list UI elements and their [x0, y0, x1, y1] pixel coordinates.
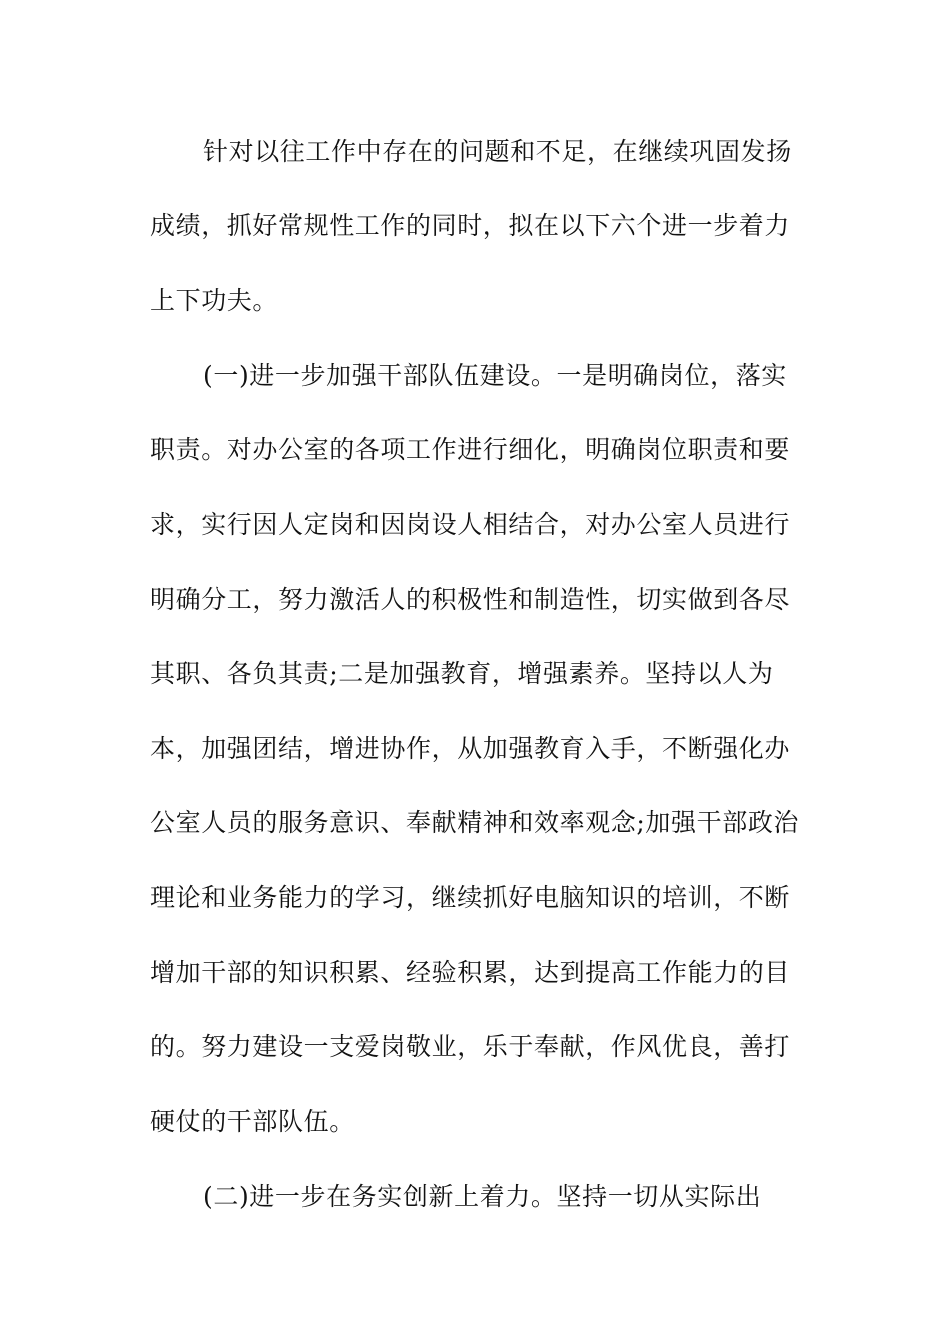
paragraph-2-line-7: 公室人员的服务意识、奉献精神和效率观念;加强干部政治 [150, 808, 800, 837]
paragraph-1-line-3: 上下功夫。 [150, 286, 279, 315]
paragraph-1-line-2: 成绩，抓好常规性工作的同时，拟在以下六个进一步着力 [150, 211, 791, 240]
paragraph-2-line-8: 理论和业务能力的学习，继续抓好电脑知识的培训，不断 [150, 883, 791, 912]
paragraph-1-line-1: 针对以往工作中存在的问题和不足，在继续巩固发扬 [203, 137, 792, 166]
paragraph-2-line-10: 的。努力建设一支爱岗敬业，乐于奉献，作风优良，善打 [150, 1032, 791, 1061]
paragraph-2-line-9: 增加干部的知识积累、经验积累，达到提高工作能力的目 [150, 958, 791, 987]
paragraph-2-line-1: (一)进一步加强干部队伍建设。一是明确岗位，落实 [203, 361, 787, 390]
paragraph-2-line-11: 硬仗的干部队伍。 [150, 1107, 355, 1136]
paragraph-2-line-6: 本，加强团结，增进协作，从加强教育入手，不断强化办 [150, 734, 791, 763]
paragraph-2-line-5: 其职、各负其责;二是加强教育，增强素养。坚持以人为 [150, 659, 774, 688]
paragraph-3-line-1: (二)进一步在务实创新上着力。坚持一切从实际出 [203, 1182, 762, 1211]
paragraph-2-line-4: 明确分工，努力激活人的积极性和制造性，切实做到各尽 [150, 585, 791, 614]
paragraph-2-line-2: 职责。对办公室的各项工作进行细化，明确岗位职责和要 [150, 435, 791, 464]
paragraph-2-line-3: 求，实行因人定岗和因岗设人相结合，对办公室人员进行 [150, 510, 791, 539]
